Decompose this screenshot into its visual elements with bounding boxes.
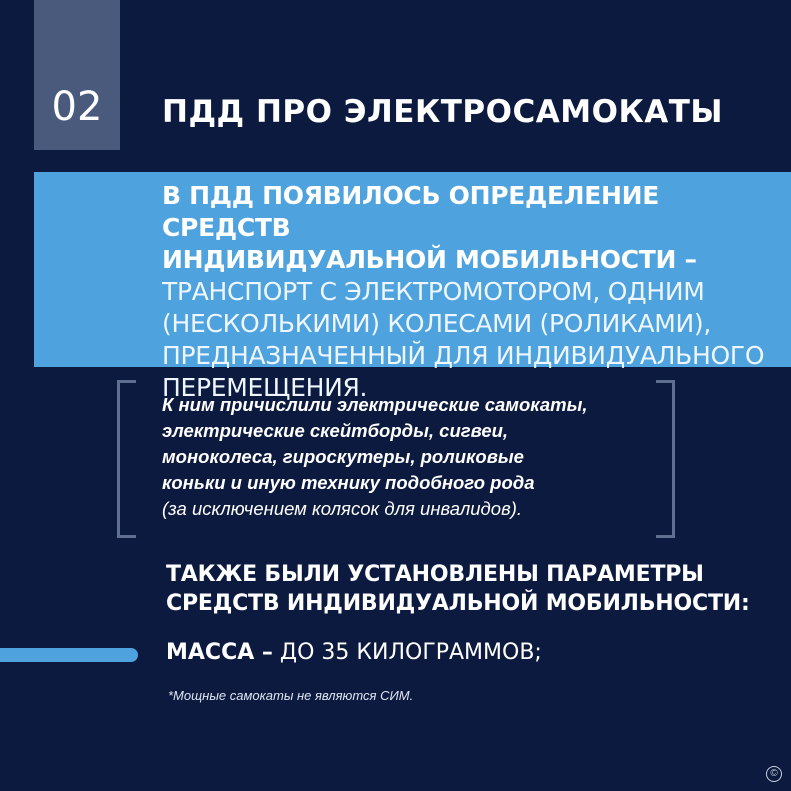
devices-line-3: моноколеса, гироскутеры, роликовые [162,446,524,467]
mass-value: ДО 35 КИЛОГРАММОВ; [272,640,542,665]
definition-bold-line-2: ИНДИВИДУАЛЬНОЙ МОБИЛЬНОСТИ – [162,245,697,274]
copyright-icon: © [766,766,782,782]
devices-line-2: электрические скейтборды, сигвеи, [162,420,509,441]
section-number-box [34,0,120,150]
definition-line-6: ПЕРЕМЕЩЕНИЯ. [162,373,368,402]
definition-line-4: (НЕСКОЛЬКИМИ) КОЛЕСАМИ (РОЛИКАМИ), [162,309,712,338]
definition-panel [34,172,791,402]
parameters-heading-line-2: СРЕДСТВ ИНДИВИДУАЛЬНОЙ МОБИЛЬНОСТИ: [166,591,750,616]
definition-line-5: ПРЕДНАЗНАЧЕННЫЙ ДЛЯ ИНДИВИДУАЛЬНОГО [162,341,765,370]
left-bracket-decoration [117,380,136,538]
section-number: 02 [51,84,103,130]
page-title: ПДД ПРО ЭЛЕКТРОСАМОКАТЫ [162,94,724,130]
definition-text [162,180,777,404]
mass-parameter [166,640,542,665]
parameters-heading [166,560,750,618]
parameters-heading-line-1: ТАКЖЕ БЫЛИ УСТАНОВЛЕНЫ ПАРАМЕТРЫ [166,562,704,587]
accent-bar [0,648,138,662]
devices-list [162,392,662,522]
definition-line-3: ТРАНСПОРТ С ЭЛЕКТРОМОТОРОМ, ОДНИМ [162,277,705,306]
devices-line-5: (за исключением колясок для инвалидов). [162,498,523,519]
mass-label: МАССА – [166,640,273,665]
devices-line-1: К ним причислили электрические самокаты, [162,394,588,415]
devices-line-4: коньки и иную технику подобного рода [162,472,535,493]
definition-bold-line-1: В ПДД ПОЯВИЛОСЬ ОПРЕДЕЛЕНИЕ СРЕДСТВ [162,181,660,242]
footnote: *Мощные самокаты не являются СИМ. [168,688,414,703]
